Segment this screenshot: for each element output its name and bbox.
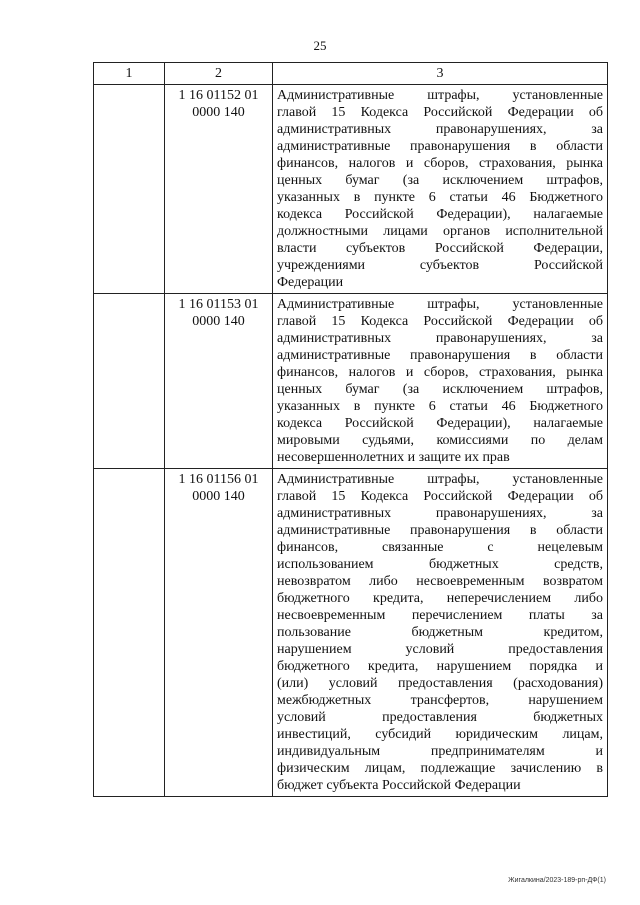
row-number-cell	[94, 294, 165, 469]
description-line: учреждениями субъектов Российской	[277, 258, 603, 273]
description-line: несовершеннолетних и защите их прав	[277, 450, 510, 465]
description-line: нарушением условий предоставления	[277, 642, 603, 657]
row-number-cell	[94, 469, 165, 797]
page-number: 25	[313, 38, 327, 53]
description-line: должностными лицами органов исполнительной	[277, 224, 603, 239]
description-line: несвоевременным перечислением платы за	[277, 608, 603, 623]
description-line: финансов, связанные с нецелевым	[277, 540, 603, 555]
budget-code-table	[93, 62, 608, 797]
description-line: бюджетного кредита, неперечислением либо	[277, 591, 603, 606]
description-line: Административные штрафы, установленные	[277, 297, 603, 312]
table-row	[94, 85, 608, 294]
description-cell	[273, 294, 608, 469]
description-line: указанных в пункте 6 статьи 46 Бюджетного	[277, 190, 603, 205]
description-line: ценных бумаг (за исключением штрафов,	[277, 173, 603, 188]
description-line: невозвратом либо несвоевременным возвратом	[277, 574, 603, 589]
budget-code-cell: 1 16 01153 01 0000 140	[165, 294, 273, 469]
row-number-cell	[94, 85, 165, 294]
description-line: кодекса Российской Федерации), налагаемые	[277, 207, 603, 222]
description-line: административных правонарушениях, за	[277, 506, 603, 521]
description-line: кодекса Российской Федерации), налагаемые	[277, 416, 603, 431]
description-line: власти субъектов Российской Федерации,	[277, 241, 603, 256]
description-line: инвестиций, субсидий юридическим лицам,	[277, 727, 603, 742]
header-col-3: 3	[273, 63, 608, 85]
description-line: административных правонарушениях, за	[277, 331, 603, 346]
description-line: условий предоставления бюджетных	[277, 710, 603, 725]
description-line: межбюджетных трансфертов, нарушением	[277, 693, 603, 708]
budget-code-cell: 1 16 01156 01 0000 140	[165, 469, 273, 797]
description-line: главой 15 Кодекса Российской Федерации об	[277, 489, 603, 504]
description-line: (или) условий предоставления (расходования)	[277, 676, 603, 691]
description-line: административные правонарушения в области	[277, 348, 603, 363]
description-line: Административные штрафы, установленные	[277, 472, 603, 487]
description-line: ценных бумаг (за исключением штрафов,	[277, 382, 603, 397]
description-cell	[273, 85, 608, 294]
header-col-1: 1	[94, 63, 165, 85]
description-line: пользование бюджетным кредитом,	[277, 625, 603, 640]
description-line: финансов, налогов и сборов, страхования, рынка	[277, 365, 603, 380]
table-row	[94, 469, 608, 797]
description-line: указанных в пункте 6 статьи 46 Бюджетного	[277, 399, 603, 414]
table-header-row	[94, 63, 608, 85]
description-line: финансов, налогов и сборов, страхования, рынка	[277, 156, 603, 171]
description-line: Административные штрафы, установленные	[277, 88, 603, 103]
description-line: использованием бюджетных средств,	[277, 557, 603, 572]
budget-code-cell: 1 16 01152 01 0000 140	[165, 85, 273, 294]
description-line: административные правонарушения в области	[277, 523, 603, 538]
document-footer-id: Жигалкина/2023-189-рп-ДФ(1)	[508, 877, 606, 884]
description-line: физическим лицам, подлежащие зачислению в	[277, 761, 603, 776]
description-line: бюджетного кредита, нарушением порядка и	[277, 659, 603, 674]
description-line: мировыми судьями, комиссиями по делам	[277, 433, 603, 448]
description-line: Федерации	[277, 275, 344, 290]
description-cell	[273, 469, 608, 797]
description-line: индивидуальным предпринимателям и	[277, 744, 603, 759]
description-line: административных правонарушениях, за	[277, 122, 603, 137]
description-line: главой 15 Кодекса Российской Федерации об	[277, 105, 603, 120]
header-col-2: 2	[165, 63, 273, 85]
description-line: бюджет субъекта Российской Федерации	[277, 778, 521, 793]
description-line: главой 15 Кодекса Российской Федерации об	[277, 314, 603, 329]
table-row	[94, 294, 608, 469]
description-line: административные правонарушения в области	[277, 139, 603, 154]
